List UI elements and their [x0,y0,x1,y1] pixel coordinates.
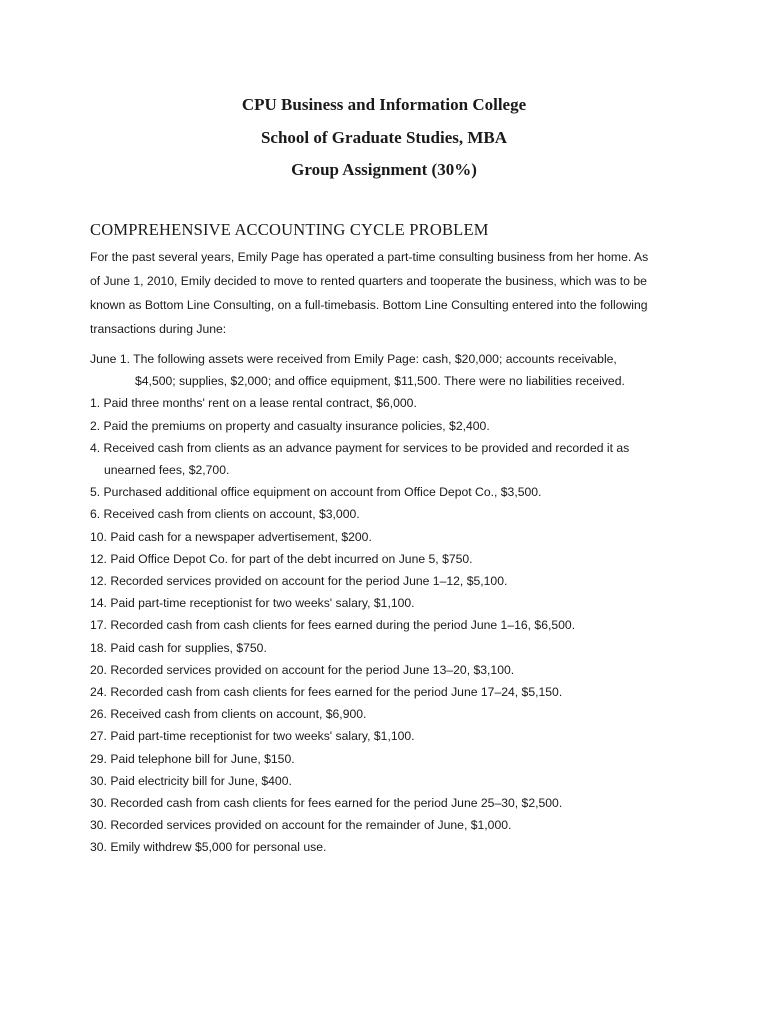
transaction-item: 30. Emily withdrew $5,000 for personal use. [90,840,327,855]
intro-line: known as Bottom Line Consulting, on a full-timebasis. Bottom Line Consulting entered into the following [90,298,648,312]
intro-line: transactions during June: [90,322,227,336]
transaction-item: 4. Received cash from clients as an advance payment for services to be provided and recorded it as [90,440,630,455]
school-name: School of Graduate Studies, MBA [260,127,508,147]
transaction-item: 14. Paid part-time receptionist for two weeks' salary, $1,100. [90,596,415,611]
opening-line: June 1. The following assets were received from Emily Page: cash, $20,000; accounts receivable, [90,352,617,366]
document-header [0,93,768,191]
transaction-item: 30. Paid electricity bill for June, $400. [90,773,292,788]
intro-line: of June 1, 2010, Emily decided to move to rented quarters and tooperate the business, which was to be [90,274,647,288]
transaction-item: 12. Paid Office Depot Co. for part of the debt incurred on June 5, $750. [90,551,473,566]
intro-paragraph [90,245,690,341]
transaction-item: 20. Recorded services provided on account for the period June 13–20, $3,100. [90,662,515,677]
transaction-item: 30. Recorded cash from cash clients for fees earned for the period June 25–30, $2,500. [90,796,563,811]
transaction-item: 5. Purchased additional office equipment on account from Office Depot Co., $3,500. [90,485,542,500]
transaction-list [90,348,690,859]
transaction-item-continuation: unearned fees, $2,700. [104,463,230,478]
transaction-item: 24. Recorded cash from cash clients for fees earned for the period June 17–24, $5,150. [90,685,563,700]
transaction-item: 12. Recorded services provided on account for the period June 1–12, $5,100. [90,574,508,589]
transaction-item: 18. Paid cash for supplies, $750. [90,640,267,655]
transaction-item: 29. Paid telephone bill for June, $150. [90,751,295,766]
transaction-item: 30. Recorded services provided on account for the remainder of June, $1,000. [90,818,512,833]
section-title: COMPREHENSIVE ACCOUNTING CYCLE PROBLEM [90,220,489,239]
assignment-title: Group Assignment (30%) [291,160,477,179]
intro-line: For the past several years, Emily Page has operated a part-time consulting business from her home. As [90,250,649,264]
transaction-item: 1. Paid three months' rent on a lease rental contract, $6,000. [90,396,417,411]
transaction-item: 10. Paid cash for a newspaper advertisement, $200. [90,529,372,544]
transaction-item: 2. Paid the premiums on property and casualty insurance policies, $2,400. [90,418,490,433]
transaction-item: 27. Paid part-time receptionist for two weeks' salary, $1,100. [90,729,415,744]
college-name: CPU Business and Information College [241,95,527,114]
transaction-item: 17. Recorded cash from cash clients for fees earned during the period June 1–16, $6,500. [90,618,576,633]
transaction-item: 6. Received cash from clients on account, $3,000. [90,507,360,522]
transaction-item: 26. Received cash from clients on account, $6,900. [90,707,367,722]
opening-line: $4,500; supplies, $2,000; and office equipment, $11,500. There were no liabilities received. [135,374,625,389]
